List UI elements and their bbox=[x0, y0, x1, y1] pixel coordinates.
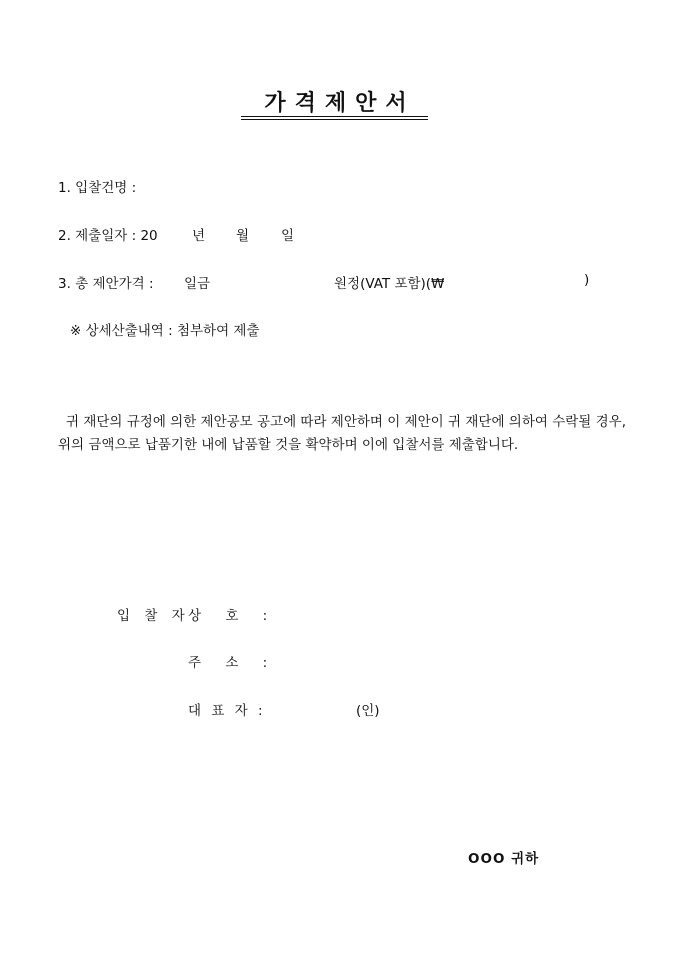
addressee: OOO 귀하 bbox=[468, 851, 540, 867]
submit-date-year: 년 bbox=[192, 228, 206, 244]
declaration-paragraph: 귀 재단의 규정에 의한 제안공모 공고에 따라 제안하며 이 제안이 귀 재단에 의하여 수락될 경우, 위의 금액으로 납품기한 내에 납품할 것을 확약하며 이에 입찰서를 제출합니다. bbox=[58, 414, 626, 453]
submit-date-month: 월 bbox=[236, 228, 250, 244]
address-label: 주 소 : bbox=[188, 655, 268, 671]
total-price-label: 3. 총 제안가격 : bbox=[58, 276, 154, 292]
title-underline-bottom bbox=[241, 119, 428, 120]
document-title: 가격제안서 bbox=[264, 91, 416, 116]
bid-name-label: 1. 입찰건명 : bbox=[58, 180, 137, 196]
representative-label: 대 표 자 : bbox=[188, 703, 266, 719]
total-price-unit: 일금 bbox=[184, 276, 211, 292]
seal-mark: (인) bbox=[356, 703, 380, 719]
title-underline-top bbox=[241, 116, 428, 117]
bidder-heading: 입 찰 자 bbox=[117, 608, 190, 624]
detail-note: ※ 상세산출내역 : 첨부하여 제출 bbox=[70, 323, 260, 339]
company-label: 상 호 : bbox=[188, 608, 268, 624]
total-price-close: ) bbox=[584, 272, 590, 288]
total-price-vat: 원정(VAT 포함)(₩ bbox=[334, 276, 445, 292]
submit-date-day: 일 bbox=[281, 228, 295, 244]
submit-date-label: 2. 제출일자 : 20 bbox=[58, 228, 158, 244]
